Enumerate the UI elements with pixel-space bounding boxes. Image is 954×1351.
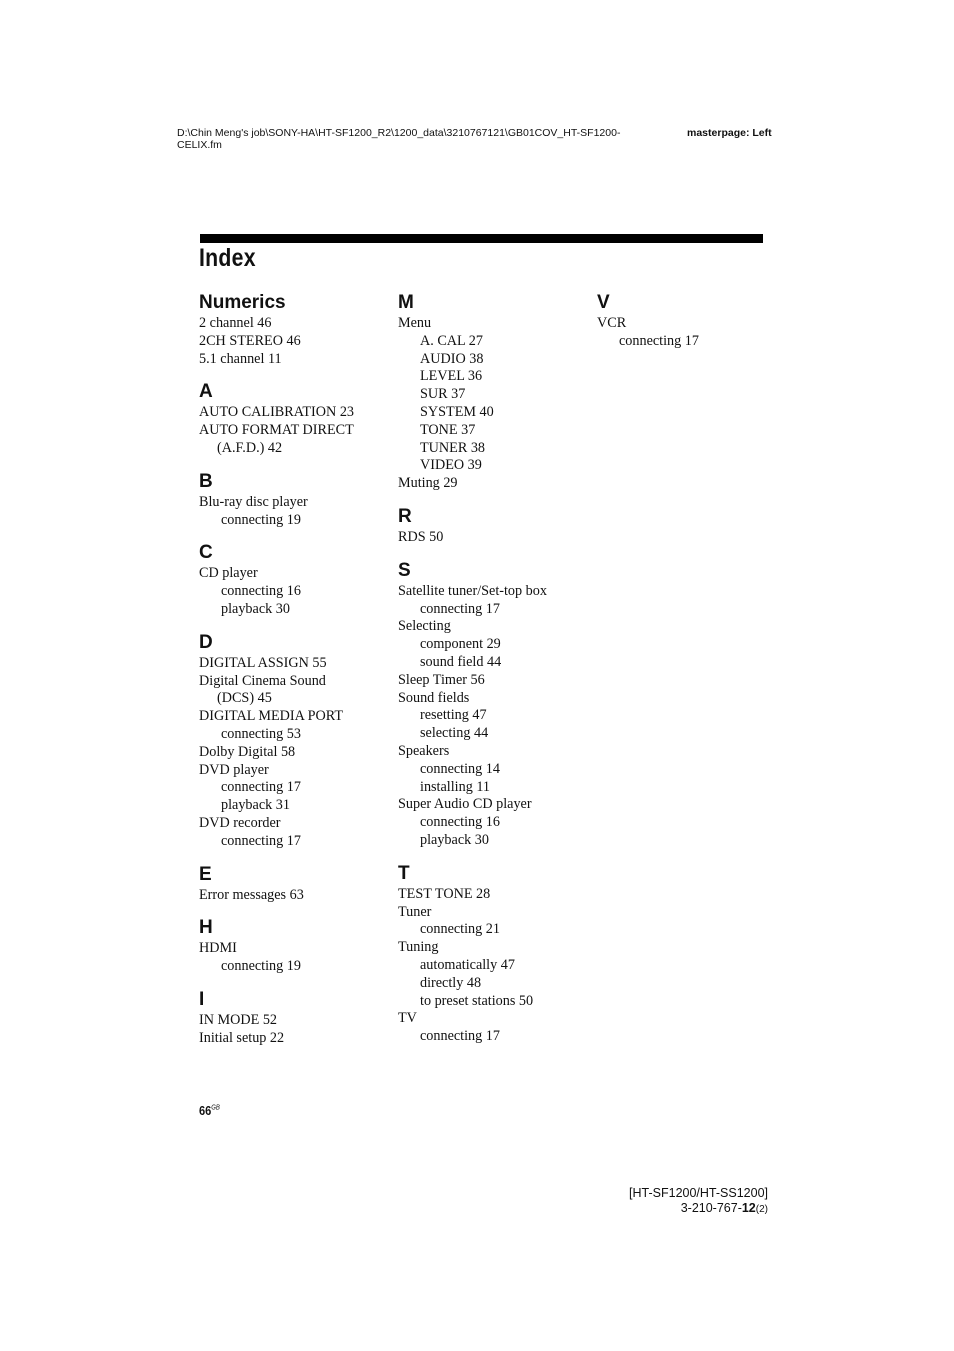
- index-section: [199, 471, 394, 530]
- index-subentry: sound field 44: [420, 653, 502, 670]
- index-section: [199, 917, 394, 976]
- index-subentry: SUR 37: [420, 386, 466, 403]
- section-heading: B: [199, 470, 213, 492]
- index-subentry: VIDEO 39: [420, 457, 482, 474]
- index-section: [398, 560, 593, 850]
- index-entry: Digital Cinema Sound: [199, 672, 326, 689]
- title-rule: [200, 234, 763, 243]
- model-info: [629, 1186, 768, 1217]
- section-heading: R: [398, 505, 412, 527]
- index-subentry: connecting 17: [619, 332, 699, 349]
- section-heading: I: [199, 988, 205, 1010]
- index-entry: (DCS) 45: [217, 690, 272, 707]
- index-entry: 2CH STEREO 46: [199, 332, 301, 349]
- index-section: [398, 506, 593, 547]
- index-column-3: [597, 292, 792, 364]
- index-column-1: [199, 292, 394, 1061]
- section-heading: D: [199, 631, 213, 653]
- index-entry: RDS 50: [398, 528, 444, 545]
- index-subentry: AUDIO 38: [420, 350, 484, 367]
- index-entry: DIGITAL ASSIGN 55: [199, 654, 327, 671]
- index-subentry: automatically 47: [420, 956, 515, 973]
- index-entry: Muting 29: [398, 475, 458, 492]
- index-subentry: connecting 53: [221, 725, 301, 742]
- index-entry: TEST TONE 28: [398, 885, 491, 902]
- index-subentry: LEVEL 36: [420, 368, 483, 385]
- index-subentry: TONE 37: [420, 421, 476, 438]
- section-heading: Numerics: [199, 292, 286, 313]
- index-section: [199, 542, 394, 618]
- index-entry: AUTO CALIBRATION 23: [199, 404, 355, 421]
- index-entry: DVD recorder: [199, 814, 281, 831]
- index-entry: CD player: [199, 565, 258, 582]
- index-entry: DVD player: [199, 761, 269, 778]
- index-entry: AUTO FORMAT DIRECT: [199, 422, 354, 439]
- code-revision: (2): [755, 1204, 768, 1215]
- index-subentry: installing 11: [420, 778, 491, 795]
- page-number-value: 66: [199, 1103, 212, 1118]
- index-section: [199, 632, 394, 851]
- index-subentry: playback 30: [221, 600, 290, 617]
- index-entry: Menu: [398, 315, 432, 331]
- index-entry: Super Audio CD player: [398, 796, 532, 813]
- index-subentry: connecting 16: [221, 583, 301, 600]
- page-title: Index: [199, 244, 256, 272]
- section-heading: C: [199, 542, 213, 564]
- index-column-2: [398, 292, 593, 1059]
- page-number-suffix: GB: [211, 1104, 220, 1112]
- index-section: [199, 381, 394, 457]
- index-subentry: resetting 47: [420, 707, 487, 724]
- index-subentry: SYSTEM 40: [420, 403, 494, 420]
- index-entry: Tuning: [398, 939, 439, 956]
- section-heading: H: [199, 917, 213, 939]
- index-entry: IN MODE 52: [199, 1011, 278, 1028]
- file-path-header: D:\Chin Meng's job\SONY-HA\HT-SF1200_R2\1200_data\3210767121\GB01COV_HT-SF1200-CELIX.fm: [177, 127, 621, 151]
- index-section: [199, 292, 394, 368]
- section-heading: T: [398, 862, 410, 884]
- page-number: [199, 1103, 220, 1118]
- index-subentry: connecting 17: [221, 832, 301, 849]
- model-line: [HT-SF1200/HT-SS1200]: [629, 1186, 768, 1200]
- index-subentry: TUNER 38: [420, 439, 486, 456]
- index-entry: Satellite tuner/Set-top box: [398, 582, 547, 599]
- section-heading: A: [199, 381, 213, 403]
- section-heading: V: [597, 292, 610, 313]
- index-section: [199, 864, 394, 905]
- index-entry: Initial setup 22: [199, 1029, 285, 1046]
- index-entry: Sleep Timer 56: [398, 671, 485, 688]
- index-subentry: connecting 14: [420, 760, 500, 777]
- index-subentry: connecting 19: [221, 511, 301, 528]
- index-entry: DIGITAL MEDIA PORT: [199, 708, 344, 725]
- index-entry: HDMI: [199, 940, 237, 957]
- section-heading: M: [398, 292, 414, 313]
- code-main: 3-210-767-: [680, 1201, 742, 1215]
- index-subentry: component 29: [420, 636, 501, 653]
- index-subentry: connecting 17: [420, 1028, 500, 1045]
- index-subentry: directly 48: [420, 974, 482, 991]
- section-heading: S: [398, 559, 411, 581]
- index-entry: Tuner: [398, 903, 432, 920]
- index-section: [199, 989, 394, 1048]
- index-entry: Dolby Digital 58: [199, 743, 296, 760]
- index-entry: 2 channel 46: [199, 315, 272, 331]
- index-entry: Error messages 63: [199, 886, 304, 903]
- masterpage-label: masterpage: Left: [687, 127, 772, 139]
- index-section: [398, 292, 593, 493]
- section-heading: E: [199, 863, 212, 885]
- index-subentry: selecting 44: [420, 725, 489, 742]
- index-subentry: A. CAL 27: [420, 332, 483, 349]
- index-subentry: to preset stations 50: [420, 992, 534, 1009]
- index-entry: Blu-ray disc player: [199, 493, 308, 510]
- index-section: [597, 292, 792, 351]
- index-entry: Selecting: [398, 618, 451, 635]
- index-entry: (A.F.D.) 42: [217, 439, 283, 456]
- index-subentry: connecting 17: [221, 779, 301, 796]
- index-subentry: connecting 21: [420, 921, 500, 938]
- index-entry: 5.1 channel 11: [199, 350, 282, 367]
- document-code: [629, 1201, 768, 1217]
- index-entry: TV: [398, 1010, 417, 1027]
- index-entry: Speakers: [398, 742, 450, 759]
- index-subentry: connecting 19: [221, 958, 301, 975]
- index-entry: VCR: [597, 315, 627, 331]
- index-subentry: connecting 17: [420, 600, 500, 617]
- index-section: [398, 863, 593, 1046]
- index-subentry: playback 30: [420, 831, 489, 848]
- index-entry: Sound fields: [398, 689, 470, 706]
- index-subentry: playback 31: [221, 797, 290, 814]
- code-bold: 12: [741, 1201, 756, 1215]
- index-subentry: connecting 16: [420, 814, 500, 831]
